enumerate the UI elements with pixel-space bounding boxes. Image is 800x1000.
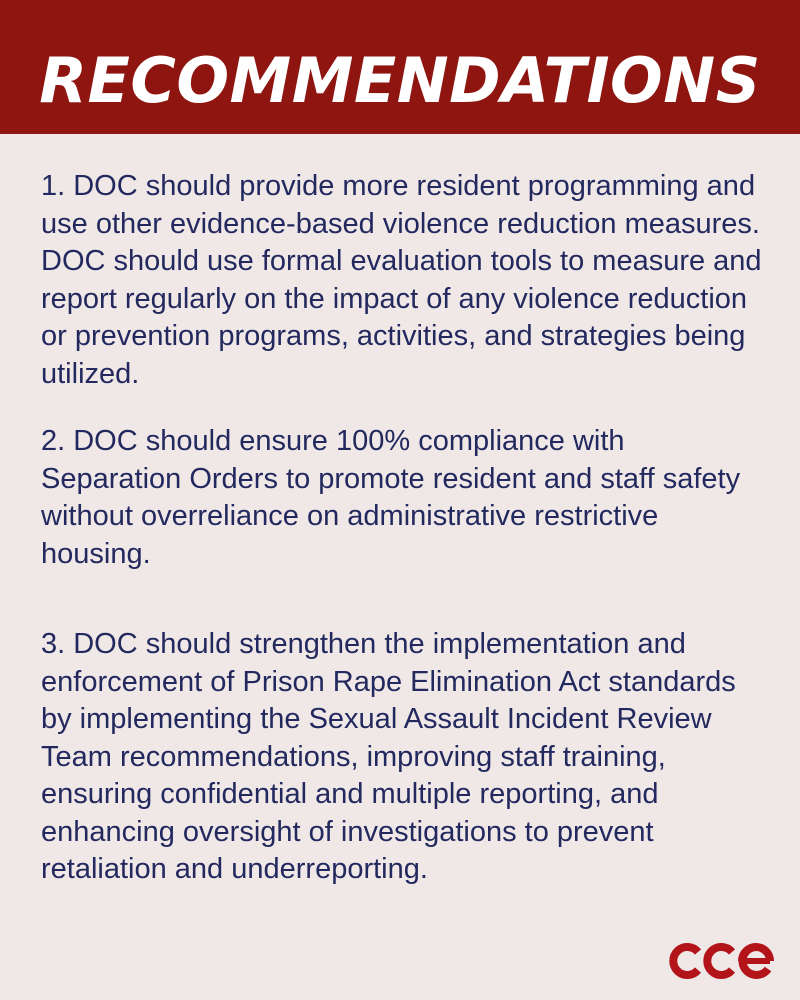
recommendation-2: 2. DOC should ensure 100% compliance with Separation Orders to promote resident and staff safety without overreliance on administrative restrictive housing. <box>41 425 741 570</box>
recommendation-3: 3. DOC should strengthen the implementation and enforcement of Prison Rape Elimination Act standards by implementing the Sexual Assault Incident Review Team recommendations, improving staff training, ensuring confidential and multiple reporting, and enhancing oversight of investigations to prevent retaliation and underreporting. <box>41 628 736 885</box>
cce-logo <box>668 938 774 984</box>
header-banner <box>0 0 800 134</box>
logo-letter-c-2 <box>707 947 732 975</box>
recommendation-1: 1. DOC should provide more resident programming and use other evidence-based violence reduction measures. DOC should use formal evaluation tools to measure and report regularly on the impact of any violence reduction or prevention programs, activities, and strategies being utilized. <box>41 170 762 390</box>
logo-letter-e <box>742 947 770 975</box>
page-title: RECOMMENDATIONS <box>39 44 761 117</box>
recommendations-list <box>41 168 766 889</box>
logo-letter-c-1 <box>673 947 698 975</box>
